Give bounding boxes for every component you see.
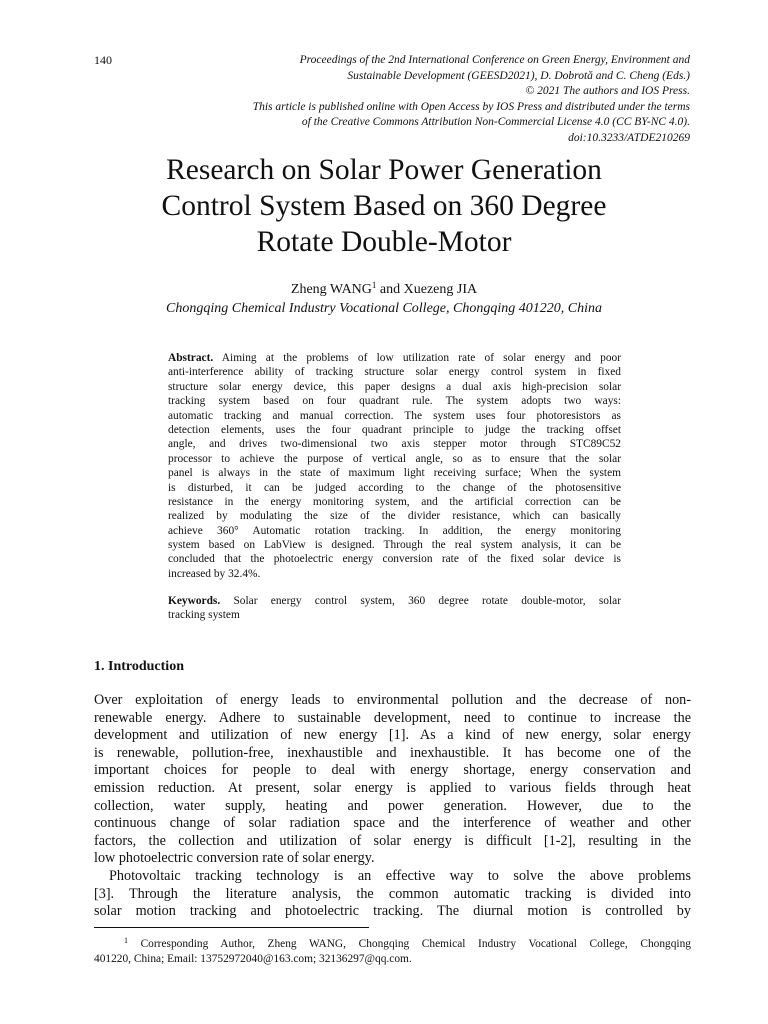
license-line: of the Creative Commons Attribution Non-Commercial License 4.0 (CC BY-NC 4.0). — [301, 116, 690, 129]
abstract-line: system based on LabView is designed. Through the real system analysis, it can be — [168, 539, 621, 552]
body-line: development and utilization of new energy [1]. As a kind of new energy, solar energy — [94, 727, 691, 744]
abstract-line: detection elements, uses the four quadrant principle to judge the tracking offset — [168, 423, 621, 436]
body-line: collection, water supply, heating and power generation. However, due to the — [94, 797, 691, 814]
abstract-line: automatic tracking and manual correction. The system uses four photoresistors as — [168, 409, 621, 422]
abstract-line: is disturbed, it can be judged according to the change of the photosensitive — [168, 481, 621, 494]
body-line: is renewable, pollution-free, inexhaustible and inexhaustible. It has become one of the — [94, 744, 691, 761]
body-line: factors, the collection and utilization of solar energy is difficult [1-2], resulting in the — [94, 832, 691, 849]
author-name: Zheng WANG — [290, 282, 372, 297]
introduction-text — [94, 692, 691, 921]
body-line: Photovoltaic tracking technology is an effective way to solve the above problems — [109, 867, 691, 884]
body-line: renewable energy. Adhere to sustainable development, need to continue to increase the — [94, 709, 691, 726]
abstract-line: anti-interference ability of tracking structure solar energy control system in fixed — [168, 366, 621, 379]
footnote-marker: 1 — [124, 936, 128, 945]
copyright-line: © 2021 The authors and IOS Press. — [525, 85, 690, 98]
footnote-divider — [94, 927, 369, 928]
body-line: important choices for people to deal with energy shortage, energy conservation and — [94, 762, 691, 779]
footnote — [94, 937, 691, 967]
affiliation: Chongqing Chemical Industry Vocational College, Chongqing 401220, China — [166, 301, 602, 316]
keywords — [168, 594, 621, 623]
body-line: low photoelectric conversion rate of solar energy. — [94, 850, 375, 867]
abstract-line: increased by 32.4%. — [168, 567, 261, 580]
proceedings-header — [130, 53, 690, 147]
doi-line: doi:10.3233/ATDE210269 — [568, 131, 690, 144]
title-line: Control System Based on 360 Degree — [161, 190, 607, 222]
footnote-line: $^1$ Corresponding Author, Zheng WANG, Chongqing Chemical Industry Vocational College, Chongqing — [124, 936, 691, 950]
abstract-line: Abstract. Aiming at the problems of low utilization rate of solar energy and poor — [168, 352, 621, 364]
abstract — [168, 351, 621, 581]
license-line: This article is published online with Open Access by IOS Press and distributed under the terms — [252, 100, 690, 113]
abstract-line: realized by modulating the size of the divider resistance, which can basically — [168, 510, 621, 523]
abstract-line: tracking system based on four quadrant rule. The system adopts two ways: — [168, 395, 621, 408]
abstract-line: angle, and drives two-dimensional two axis stepper motor through STC89C52 — [168, 438, 621, 451]
page-number: 140 — [94, 53, 112, 67]
body-line: [3]. Through the literature analysis, the common automatic tracking is divided into — [94, 885, 691, 902]
paper-title — [80, 152, 688, 260]
abstract-line: achieve 360° Automatic rotation tracking. In addition, the energy monitoring — [168, 524, 621, 537]
body-line: continuous change of solar radiation space and the interference of weather and other — [94, 815, 691, 832]
title-line: Rotate Double-Motor — [256, 226, 512, 258]
proceedings-line: Proceedings of the 2nd International Conference on Green Energy, Environment and — [299, 54, 690, 66]
body-line: Over exploitation of energy leads to environmental pollution and the decrease of non- — [94, 692, 691, 708]
abstract-line: concluded that the photoelectric energy conversion rate of the fixed solar device is — [168, 553, 621, 566]
keywords-line: tracking system — [168, 609, 240, 622]
title-line: Research on Solar Power Generation — [166, 154, 602, 186]
footnote-line: 401220, China; Email: 13752972040@163.com; 32136297@qq.com. — [94, 953, 412, 965]
proceedings-line: Sustainable Development (GEESD2021), D. Dobrotă and C. Cheng (Eds.) — [347, 69, 690, 82]
abstract-line: structure solar energy device, this paper designs a dual axis high-precision solar — [168, 380, 621, 393]
abstract-line: processor to achieve the purpose of vertical angle, so as to ensure that the solar — [168, 452, 621, 465]
keywords-label: Keywords. — [168, 595, 221, 607]
author-list — [80, 281, 688, 299]
abstract-line: panel is always in the state of maximum light receiving surface; When the system — [168, 467, 621, 480]
footnote-marker: 1 — [371, 280, 377, 290]
author-name: and Xuezeng JIA — [376, 282, 478, 297]
keywords-line: Keywords. Solar energy control system, 360 degree rotate double-motor, solar — [168, 595, 621, 607]
abstract-label: Abstract. — [168, 352, 214, 364]
section-heading: 1. Introduction — [94, 659, 184, 674]
body-line: solar motion tracking and photoelectric tracking. The diurnal motion is controlled by — [94, 903, 691, 920]
body-line: emission reduction. At present, solar energy is applied to various fields through heat — [94, 779, 691, 796]
abstract-line: resistance in the energy monitoring system, and the artificial correction can be — [168, 495, 621, 508]
